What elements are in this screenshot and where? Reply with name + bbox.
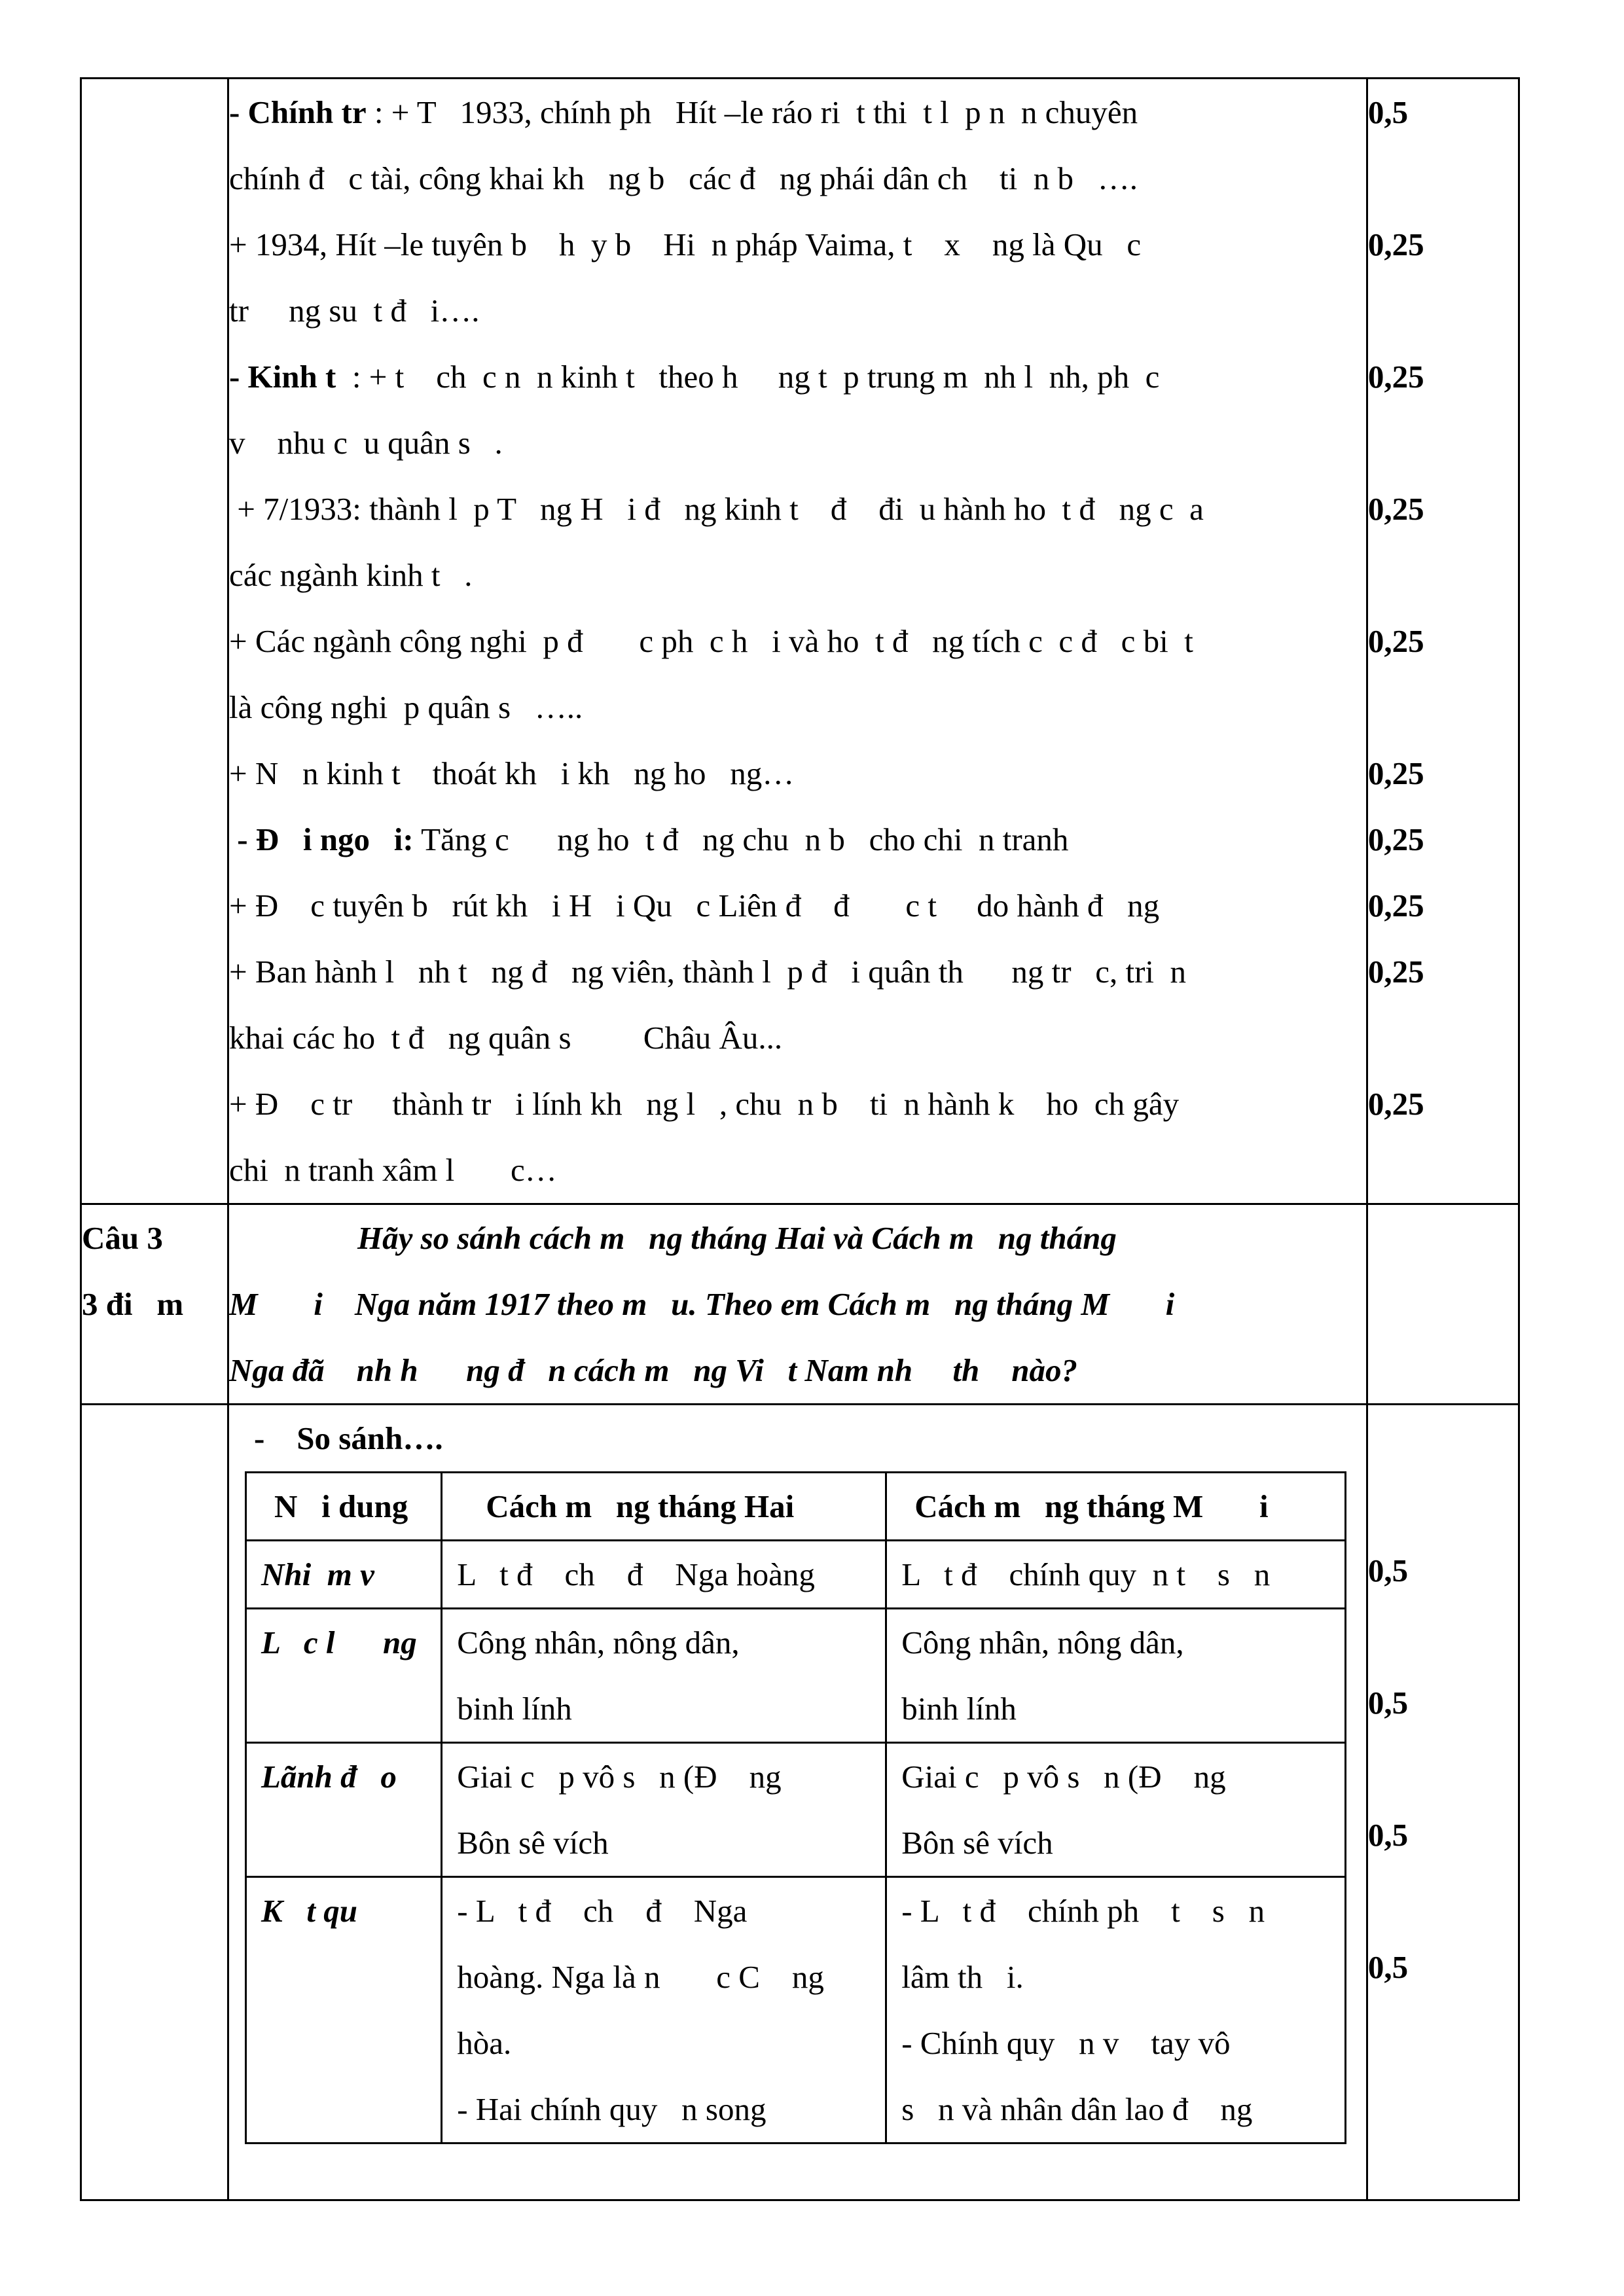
answer-line [229, 476, 1366, 542]
answer-line [229, 145, 1366, 211]
oct-revolution-cell: L t đ chính quy n t s n [886, 1541, 1346, 1609]
answer-line-text: + 7/1933: thành l p T ng H i đ ng kinh t đ đi u hành ho t đ ng c a [228, 491, 1204, 527]
answer-line [229, 1071, 1366, 1137]
score-value: 0,25 [1367, 755, 1424, 791]
oct-revolution-cell: Giai c p vô s n (Đ ng Bôn sê vích [886, 1743, 1346, 1877]
feb-revolution-cell: L t đ ch đ Nga hoàng [442, 1541, 886, 1609]
header-oct-revolution: Cách m ng tháng M i [886, 1473, 1346, 1541]
comparison-row-label: Nhi m v [245, 1541, 441, 1609]
comparison-row-item [245, 1609, 1345, 1743]
question3-row [81, 1204, 1519, 1405]
answer-line-text: + Các ngành công nghi p đ c ph c h i và ho t đ ng tích c c đ c bi t [228, 623, 1193, 659]
question3-number: Câu 3 [82, 1220, 163, 1256]
answer-line-text: Tăng c ng ho t đ ng chu n b cho chi n tranh [413, 821, 1069, 857]
answer-line-text: v nhu c u quân s . [228, 425, 503, 461]
answer-line-text: + Đ c tr thành tr i lính kh ng l , chu n b ti n hành k ho ch gây [228, 1086, 1180, 1122]
feb-revolution-cell: - L t đ ch đ Nga hoàng. Nga là n c C ng hòa. - Hai chính quy n song [442, 1877, 886, 2144]
score-value: 0,5 [1367, 1685, 1409, 1721]
answer-line [229, 1005, 1366, 1071]
answer-line [229, 344, 1366, 410]
comparison-header-row [245, 1473, 1345, 1541]
answer-line-text: chính đ c tài, công khai kh ng b các đ ng phái dân ch ti n b …. [228, 160, 1138, 196]
score-value [1368, 1137, 1518, 1203]
comparison-row-item [245, 1743, 1345, 1877]
comparison-row [81, 1405, 1519, 2200]
comparison-intro: - So sánh…. [253, 1420, 443, 1456]
feb-revolution-cell: Công nhân, nông dân, binh lính [442, 1609, 886, 1743]
answer-line-text: các ngành kinh t . [228, 557, 473, 593]
question3-line: Nga đã nh h ng đ n cách m ng Vi t Nam nh th nào? [228, 1352, 1078, 1388]
answer-line-text: + Đ c tuyên b rút kh i H i Qu c Liên đ đ c t do hành đ ng [228, 888, 1160, 924]
header-content: N i dung [245, 1473, 441, 1541]
section1-label-cell [81, 79, 228, 1204]
score-value: 0,5 [1367, 94, 1409, 130]
score-value: 0,25 [1367, 359, 1424, 395]
score-value: 0,5 [1367, 1817, 1409, 1853]
comparison-row-label: K t qu [245, 1877, 441, 2144]
comparison-row-label: Lãnh đ o [245, 1743, 441, 1877]
score-value [1368, 278, 1518, 344]
answer-key-table [80, 77, 1520, 2201]
answer-line [229, 1137, 1366, 1203]
score-value: 0,25 [1367, 954, 1424, 990]
answer-line [229, 806, 1366, 872]
score-value: 0,5 [1367, 1949, 1409, 1985]
question3-points: 3 đi m [82, 1286, 184, 1322]
score-value: 0,25 [1367, 623, 1424, 659]
comparison-row-item [245, 1877, 1345, 2144]
answer-line-text: + N n kinh t thoát kh i kh ng ho ng… [228, 755, 795, 791]
answer-line-text: : + t ch c n n kinh t theo h ng t p trung m nh l nh, ph c [336, 359, 1160, 395]
score-value: 0,25 [1367, 821, 1424, 857]
score-value [1368, 145, 1518, 211]
answer-line-heading: - Đ i ngo i: [228, 821, 414, 857]
section1-scores [1367, 79, 1519, 1204]
score-value [1368, 410, 1518, 476]
answer-line-text: + Ban hành l nh t ng đ ng viên, thành l p đ i quân th ng tr c, tri n [228, 954, 1187, 990]
comparison-scores [1367, 1405, 1519, 2200]
section1-content [228, 79, 1367, 1204]
answer-line [229, 872, 1366, 939]
header-feb-revolution: Cách m ng tháng Hai [442, 1473, 886, 1541]
score-value: 0,25 [1367, 888, 1424, 924]
comparison-content [228, 1405, 1367, 2200]
feb-revolution-cell: Giai c p vô s n (Đ ng Bôn sê vích [442, 1743, 886, 1877]
score-value [1368, 1005, 1518, 1071]
comparison-row-item [245, 1541, 1345, 1609]
score-value: 0,5 [1367, 1552, 1409, 1588]
question3-line: Hãy so sánh cách m ng tháng Hai và Cách m ng tháng [228, 1220, 1117, 1256]
section1-row [81, 79, 1519, 1204]
score-value: 0,25 [1367, 226, 1424, 262]
answer-line [229, 740, 1366, 806]
answer-line-heading: - Kinh t [228, 359, 336, 395]
question3-text [228, 1204, 1367, 1405]
answer-line [229, 410, 1366, 476]
score-value: 0,25 [1367, 1086, 1424, 1122]
answer-line-text: là công nghi p quân s ….. [228, 689, 583, 725]
oct-revolution-cell: - L t đ chính ph t s n lâm th i. - Chính quy n v tay vô s n và nhân dân lao đ ng [886, 1877, 1346, 2144]
answer-line [229, 939, 1366, 1005]
answer-line [229, 211, 1366, 278]
answer-line-text: : + T 1933, chính ph Hít –le ráo ri t thi t l p n n chuyên [366, 94, 1138, 130]
answer-line [229, 674, 1366, 740]
score-value: 0,25 [1367, 491, 1424, 527]
answer-line [229, 278, 1366, 344]
comparison-row-label: L c l ng [245, 1609, 441, 1743]
answer-line [229, 542, 1366, 608]
comparison-label-cell [81, 1405, 228, 2200]
answer-line-text: + 1934, Hít –le tuyên b h y b Hi n pháp Vaima, t x ng là Qu c [228, 226, 1142, 262]
score-value [1368, 674, 1518, 740]
answer-line [229, 79, 1366, 145]
score-value [1368, 542, 1518, 608]
question3-label [81, 1204, 228, 1405]
oct-revolution-cell: Công nhân, nông dân, binh lính [886, 1609, 1346, 1743]
answer-line [229, 608, 1366, 674]
comparison-table [245, 1471, 1346, 2144]
question3-line: M i Nga năm 1917 theo m u. Theo em Cách m ng tháng M i [228, 1286, 1175, 1322]
answer-line-text: tr ng su t đ i…. [228, 293, 480, 329]
question3-score-cell [1367, 1204, 1519, 1405]
answer-line-text: khai các ho t đ ng quân s Châu Âu... [228, 1020, 783, 1056]
answer-line-text: chi n tranh xâm l c… [228, 1152, 557, 1188]
answer-line-heading: - Chính tr [228, 94, 367, 130]
